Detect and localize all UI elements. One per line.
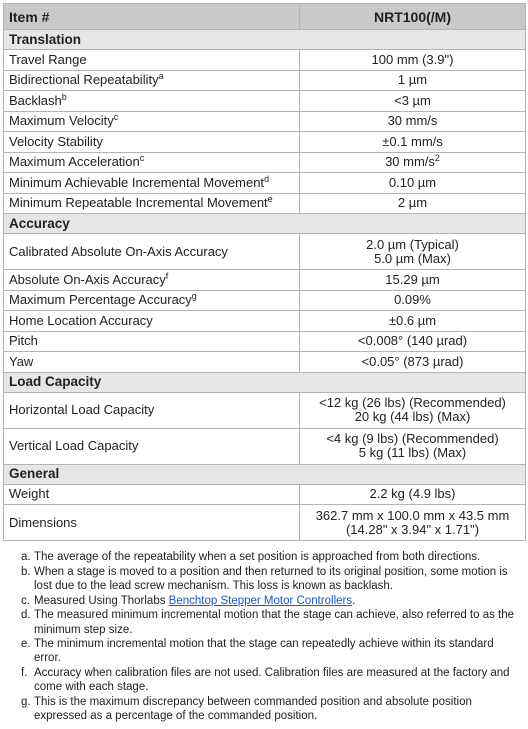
table-row: [4, 132, 526, 153]
spec-label: Dimensions: [4, 505, 300, 541]
spec-label: Maximum Acceleration$^c$: [4, 152, 300, 173]
spec-label: Maximum Percentage Accuracy$^g$: [4, 290, 300, 311]
table-row: [4, 50, 526, 71]
spec-value: 0.10 µm: [300, 173, 526, 194]
spec-value: <0.05° (873 µrad): [300, 352, 526, 373]
spec-value: 30 mm/s: [300, 111, 526, 132]
footnote-ref: d: [264, 173, 270, 184]
spec-value: 2 µm: [300, 193, 526, 214]
spec-label: Yaw: [4, 352, 300, 373]
table-row: [4, 111, 526, 132]
footnote-ref: a: [158, 71, 164, 82]
spec-label: Minimum Achievable Incremental Movement$^d$: [4, 173, 300, 194]
spec-label: Horizontal Load Capacity: [4, 392, 300, 428]
spec-value: ±0.6 µm: [300, 311, 526, 332]
table-row: [4, 173, 526, 194]
footnote-c: c. Measured Using Thorlabs Benchtop Stepper Motor Controllers.: [21, 594, 356, 607]
table-row: [4, 392, 526, 428]
section-title: General: [4, 464, 526, 484]
spec-label: Weight: [4, 484, 300, 505]
exponent: 2: [434, 153, 440, 164]
spec-value: 2.2 kg (4.9 lbs): [300, 484, 526, 505]
footnote-ref: c: [139, 153, 145, 164]
spec-label: Travel Range: [4, 50, 300, 71]
table-row: [4, 270, 526, 291]
specifications-table: [3, 3, 526, 541]
spec-value: <12 kg (26 lbs) (Recommended) 20 kg (44 lbs) (Max): [300, 392, 526, 428]
section-title: Translation: [4, 30, 526, 50]
spec-label: Home Location Accuracy: [4, 311, 300, 332]
section-title: Load Capacity: [4, 372, 526, 392]
spec-label: Minimum Repeatable Incremental Movement$^e$: [4, 193, 300, 214]
table-row: [4, 311, 526, 332]
spec-value: 15.29 µm: [300, 270, 526, 291]
table-row: [4, 352, 526, 373]
spec-value: <3 µm: [300, 91, 526, 112]
table-row: [4, 290, 526, 311]
spec-value: 30 $mm/s^2$: [300, 152, 526, 173]
model-header: NRT100(/M): [300, 4, 526, 30]
spec-value: 100 mm (3.9"): [300, 50, 526, 71]
item-header: Item #: [4, 4, 300, 30]
table-row: [4, 193, 526, 214]
table-row: [4, 428, 526, 464]
section-accuracy: [4, 214, 526, 234]
table-row: [4, 505, 526, 541]
footnotes-list: [3, 550, 525, 723]
section-load-capacity: [4, 372, 526, 392]
table-row: [4, 70, 526, 91]
section-title: Accuracy: [4, 214, 526, 234]
section-general: [4, 464, 526, 484]
table-row: [4, 91, 526, 112]
table-header-row: [4, 4, 526, 30]
footnote-ref: b: [61, 91, 67, 102]
footnote-ref: f: [165, 270, 169, 281]
spec-value: ±0.1 mm/s: [300, 132, 526, 153]
footnote-a: a. The average of the repeatability when a set position is approached from both directions.: [21, 551, 481, 563]
footnote-ref: g: [191, 291, 197, 302]
footnote-f: f. Accuracy when calibration files are not used. Calibration files are measured at the factory and come with each stage.: [21, 667, 510, 694]
footnote-ref: c: [113, 112, 119, 123]
footnote-d: d. The measured minimum incremental motion that the stage can achieve, also referred to as the minimum step size.: [21, 609, 515, 636]
spec-value: 1 µm: [300, 70, 526, 91]
spec-label: Absolute On-Axis Accuracy$^f$: [4, 270, 300, 291]
footnote-ref: e: [267, 194, 273, 205]
spec-label: Vertical Load Capacity: [4, 428, 300, 464]
section-translation: [4, 30, 526, 50]
spec-value: <4 kg (9 lbs) (Recommended) 5 kg (11 lbs) (Max): [300, 428, 526, 464]
table-row: [4, 331, 526, 352]
table-row: [4, 484, 526, 505]
spec-value: 0.09%: [300, 290, 526, 311]
footnote-g: g. This is the maximum discrepancy between commanded position and absolute position expressed as a percentage of the commanded position.: [21, 696, 472, 723]
spec-label: Calibrated Absolute On-Axis Accuracy: [4, 234, 300, 270]
spec-label: Backlash$^b$: [4, 91, 300, 112]
spec-value: <0.008° (140 µrad): [300, 331, 526, 352]
spec-label: Pitch: [4, 331, 300, 352]
benchtop-controllers-link[interactable]: Benchtop Stepper Motor Controllers: [168, 594, 353, 607]
footnote-b: b. When a stage is moved to a position and then returned to its original position, some motion is lost due to the lead screw mechanism. This loss is known as backlash.: [21, 565, 508, 592]
footnote-e: e. The minimum incremental motion that the stage can repeatedly achieve within its standard error.: [21, 638, 494, 665]
spec-value: 362.7 mm x 100.0 mm x 43.5 mm (14.28" x 3.94" x 1.71"): [300, 505, 526, 541]
spec-label: Velocity Stability: [4, 132, 300, 153]
spec-value: 2.0 µm (Typical) 5.0 µm (Max): [300, 234, 526, 270]
spec-label: Bidirectional Repeatability$^a$: [4, 70, 300, 91]
table-row: [4, 234, 526, 270]
spec-label: Maximum Velocity$^c$: [4, 111, 300, 132]
table-row: [4, 152, 526, 173]
